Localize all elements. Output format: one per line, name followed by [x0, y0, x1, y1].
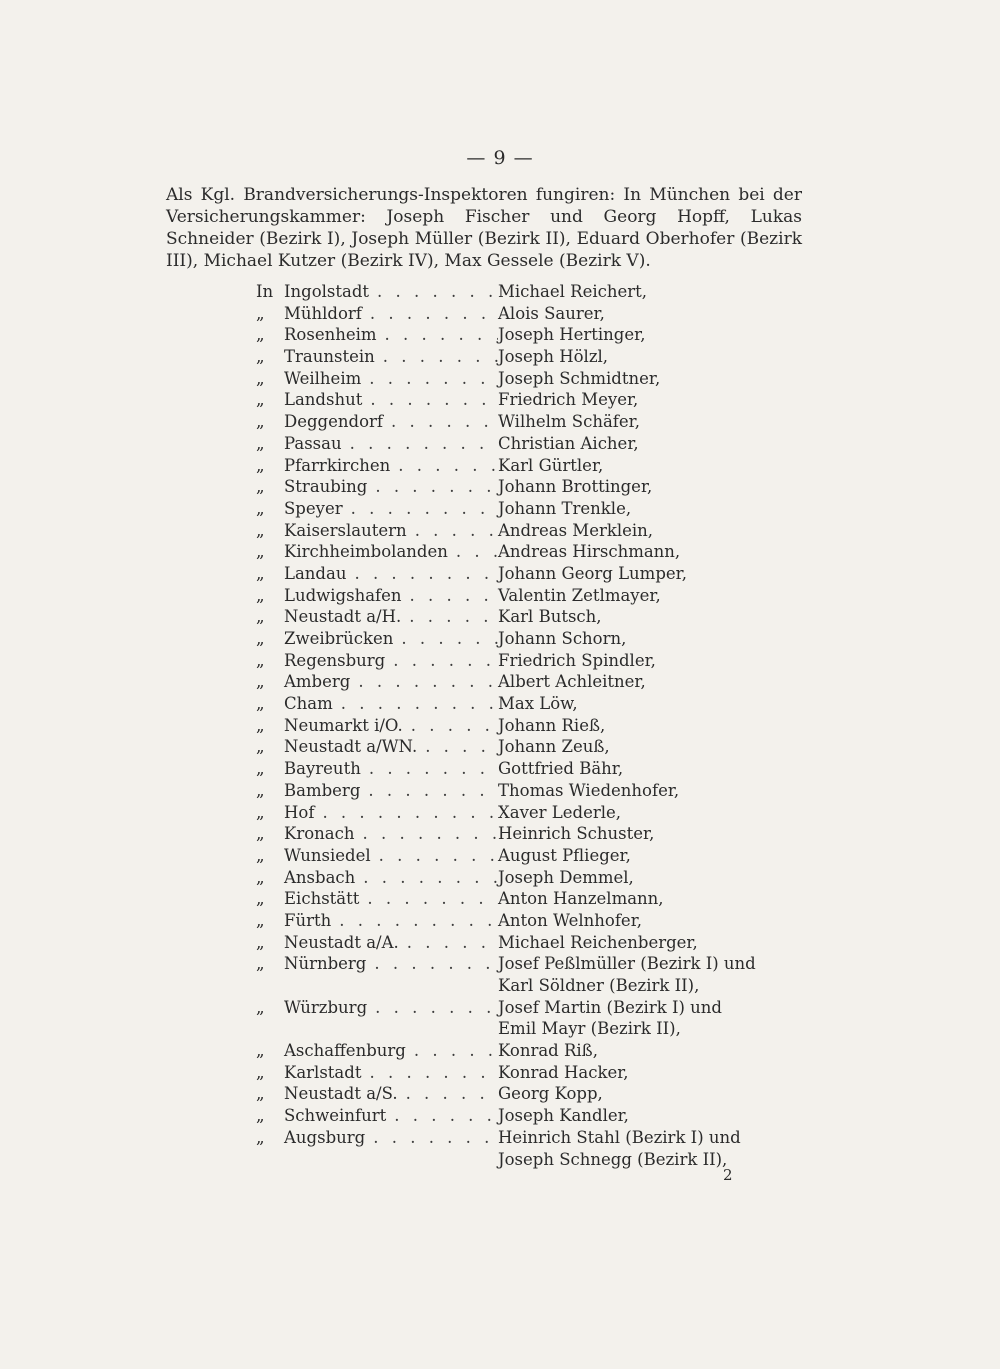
page-number: — 9 —: [466, 147, 534, 169]
place-cell: [256, 541, 498, 563]
place-prefix: „: [256, 585, 265, 605]
place-prefix: „: [256, 1041, 265, 1061]
place-cell: [256, 346, 498, 368]
list-item: [256, 736, 816, 758]
place-name: Traunstein: [284, 347, 375, 367]
inspector-name: Konrad Riß,: [498, 1041, 598, 1061]
inspector-name: Joseph Schmidtner,: [498, 368, 661, 388]
place-name: Kirchheimbolanden: [284, 542, 448, 562]
place-prefix: „: [256, 498, 265, 518]
place-cell: [256, 520, 498, 542]
place-cell: [256, 780, 498, 802]
place-cell: [256, 823, 498, 845]
leader-dots: [354, 823, 498, 845]
inspector-name: Johann Georg Lumper,: [498, 563, 687, 583]
inspector-name: Friedrich Meyer,: [498, 390, 639, 410]
place-cell: [256, 585, 498, 607]
leader-dots: [361, 1062, 498, 1084]
place-prefix: „: [256, 954, 265, 974]
place-name: Wunsiedel: [284, 845, 371, 865]
place-name: Kronach: [284, 824, 355, 844]
leader-dots: [407, 520, 498, 542]
inspector-names: [498, 671, 816, 693]
inspector-name: Johann Schorn,: [498, 629, 627, 648]
leader-dots: [406, 1040, 498, 1062]
place-name: Straubing: [284, 477, 368, 497]
place-prefix: „: [256, 303, 265, 323]
place-name: Neustadt a/S.: [284, 1084, 398, 1104]
place-prefix: „: [256, 390, 265, 410]
inspector-name: Joseph Hertinger,: [498, 325, 646, 345]
inspector-name: Thomas Wiedenhofer,: [498, 780, 680, 800]
leader-dots: [377, 324, 498, 346]
inspector-names: [498, 953, 816, 996]
inspector-names: [498, 433, 816, 455]
place-cell: [256, 1105, 498, 1127]
list-item: [256, 1040, 816, 1062]
place-cell: [256, 802, 498, 824]
inspector-name: Johann Brottinger,: [498, 477, 653, 497]
place-cell: [256, 1127, 498, 1170]
place-cell: [256, 303, 498, 325]
inspector-names: [498, 823, 816, 845]
place-prefix: „: [256, 780, 265, 800]
place-name: Mühldorf: [284, 303, 362, 323]
inspector-name: Heinrich Schuster,: [498, 824, 655, 844]
inspector-name: Anton Hanzelmann,: [498, 889, 664, 909]
list-item: [256, 910, 816, 932]
leader-dots: [448, 541, 498, 563]
list-item: [256, 368, 816, 390]
leader-dots: [346, 563, 498, 585]
list-item: [256, 455, 816, 477]
place-prefix: „: [256, 607, 265, 627]
inspector-name: Karl Butsch,: [498, 607, 602, 627]
leader-dots: [361, 368, 498, 390]
list-item: [256, 758, 816, 780]
place-cell: [256, 758, 498, 780]
place-prefix: „: [256, 412, 265, 432]
inspector-name: Xaver Lederle,: [498, 802, 622, 822]
place-prefix: „: [256, 520, 265, 540]
list-item: [256, 324, 816, 346]
leader-dots: [375, 346, 498, 368]
leader-dots: [402, 585, 498, 607]
leader-dots: [386, 1105, 498, 1127]
inspector-name: August Pflieger,: [498, 845, 631, 865]
place-cell: [256, 1062, 498, 1084]
place-name: Neustadt a/A.: [284, 932, 399, 952]
place-name: Landshut: [284, 390, 363, 410]
inspector-name: Josef Peßlmüller (Bezirk I) und: [498, 954, 756, 974]
inspector-names: [498, 1105, 816, 1127]
place-name: Ansbach: [284, 867, 356, 887]
inspector-name: Johann Rieß,: [498, 715, 606, 735]
list-item: [256, 997, 816, 1040]
list-item: [256, 1083, 816, 1105]
inspector-names: [498, 628, 816, 650]
place-cell: [256, 476, 498, 498]
leader-dots: [365, 1127, 498, 1170]
inspector-name: Joseph Demmel,: [498, 867, 634, 887]
inspector-names: [498, 650, 816, 672]
list-item: [256, 563, 816, 585]
place-prefix: „: [256, 694, 265, 714]
inspector-name: Albert Achleitner,: [498, 672, 646, 692]
inspector-names: [498, 563, 816, 585]
list-item: [256, 823, 816, 845]
leader-dots: [342, 433, 498, 455]
list-item: [256, 715, 816, 737]
inspector-names: [498, 758, 816, 780]
place-prefix: „: [256, 802, 265, 822]
place-name: Würzburg: [284, 997, 368, 1017]
place-name: Cham: [284, 694, 333, 714]
place-name: Bamberg: [284, 780, 361, 800]
place-prefix: „: [256, 910, 265, 930]
inspector-names: [498, 606, 816, 628]
place-name: Regensburg: [284, 650, 386, 670]
place-cell: [256, 693, 498, 715]
inspector-names: [498, 498, 816, 520]
list-item: [256, 650, 816, 672]
place-prefix: „: [256, 433, 265, 453]
place-name: Ludwigshafen: [284, 585, 402, 605]
place-name: Schweinfurt: [284, 1106, 387, 1126]
inspector-names: [498, 1040, 816, 1062]
place-name: Nürnberg: [284, 954, 367, 974]
leader-dots: [333, 693, 498, 715]
place-prefix: „: [256, 347, 265, 367]
list-item: [256, 606, 816, 628]
place-prefix: „: [256, 650, 265, 670]
place-cell: [256, 389, 498, 411]
leader-dots: [369, 281, 498, 303]
place-name: Bayreuth: [284, 759, 361, 779]
place-cell: [256, 845, 498, 867]
place-prefix: „: [256, 477, 265, 497]
place-prefix: „: [256, 455, 265, 475]
leader-dots: [362, 389, 498, 411]
leader-dots: [390, 455, 498, 477]
place-name: Neustadt a/WN.: [284, 737, 418, 757]
leader-dots: [401, 606, 498, 628]
inspector-names: [498, 411, 816, 433]
inspector-name: Johann Zeuß,: [498, 737, 610, 757]
inspector-name: Christian Aicher,: [498, 433, 639, 453]
leader-dots: [343, 498, 498, 520]
inspector-name: Josef Martin (Bezirk I) und: [498, 997, 722, 1017]
leader-dots: [399, 932, 498, 954]
list-item: [256, 498, 816, 520]
list-item: [256, 520, 816, 542]
place-cell: [256, 1083, 498, 1105]
list-item: [256, 433, 816, 455]
place-cell: [256, 411, 498, 433]
inspector-name: Andreas Hirschmann,: [498, 542, 681, 562]
inspector-list: [256, 281, 816, 1170]
leader-dots: [314, 802, 498, 824]
place-name: Fürth: [284, 910, 332, 930]
list-item: [256, 1105, 816, 1127]
list-item: [256, 802, 816, 824]
list-item: [256, 281, 816, 303]
list-item: [256, 346, 816, 368]
list-item: [256, 1127, 816, 1170]
place-prefix: „: [256, 1127, 265, 1147]
place-prefix: In: [256, 282, 274, 301]
leader-dots: [350, 671, 498, 693]
inspector-name: Emil Mayr (Bezirk II),: [498, 1019, 681, 1039]
leader-dots: [361, 758, 498, 780]
place-name: Eichstätt: [284, 889, 360, 909]
place-name: Deggendorf: [284, 412, 383, 432]
place-prefix: „: [256, 715, 265, 735]
place-name: Hof: [284, 802, 315, 822]
list-item: [256, 953, 816, 996]
inspector-name: Georg Kopp,: [498, 1084, 603, 1104]
leader-dots: [371, 845, 498, 867]
leader-dots: [331, 910, 498, 932]
inspector-names: [498, 715, 816, 737]
leader-dots: [359, 888, 498, 910]
list-item: [256, 541, 816, 563]
inspector-name: Friedrich Spindler,: [498, 650, 656, 670]
leader-dots: [360, 780, 498, 802]
place-name: Amberg: [284, 672, 351, 692]
inspector-names: [498, 389, 816, 411]
place-name: Augsburg: [284, 1127, 366, 1147]
list-item: [256, 303, 816, 325]
inspector-names: [498, 476, 816, 498]
place-name: Ingolstadt: [284, 282, 370, 301]
inspector-names: [498, 1127, 816, 1170]
inspector-name: Joseph Schnegg (Bezirk II),: [498, 1149, 728, 1169]
inspector-name: Heinrich Stahl (Bezirk I) und: [498, 1127, 741, 1147]
list-item: [256, 585, 816, 607]
inspector-names: [498, 455, 816, 477]
leader-dots: [366, 953, 498, 996]
leader-dots: [398, 1083, 498, 1105]
list-item: [256, 628, 816, 650]
inspector-names: [498, 281, 816, 303]
inspector-names: [498, 780, 816, 802]
place-cell: [256, 932, 498, 954]
place-cell: [256, 671, 498, 693]
place-name: Neumarkt i/O.: [284, 715, 403, 735]
place-prefix: „: [256, 629, 265, 648]
place-cell: [256, 433, 498, 455]
leader-dots: [367, 997, 498, 1040]
place-cell: [256, 715, 498, 737]
inspector-names: [498, 845, 816, 867]
place-prefix: „: [256, 368, 265, 388]
inspector-names: [498, 888, 816, 910]
place-prefix: „: [256, 824, 265, 844]
place-name: Neustadt a/H.: [284, 607, 402, 627]
leader-dots: [383, 411, 498, 433]
inspector-name: Wilhelm Schäfer,: [498, 412, 640, 432]
place-cell: [256, 563, 498, 585]
inspector-name: Michael Reichert,: [498, 282, 648, 301]
place-cell: [256, 888, 498, 910]
list-item: [256, 693, 816, 715]
inspector-name: Alois Saurer,: [498, 303, 605, 323]
inspector-name: Joseph Kandler,: [498, 1106, 629, 1126]
inspector-name: Michael Reichenberger,: [498, 932, 698, 952]
place-prefix: „: [256, 932, 265, 952]
inspector-names: [498, 346, 816, 368]
inspector-name: Anton Welnhofer,: [498, 910, 643, 930]
place-prefix: „: [256, 1062, 265, 1082]
leader-dots: [393, 628, 498, 650]
list-item: [256, 671, 816, 693]
list-item: [256, 1062, 816, 1084]
place-prefix: „: [256, 1106, 265, 1126]
inspector-name: Johann Trenkle,: [498, 498, 632, 518]
place-name: Karlstadt: [284, 1062, 362, 1082]
place-prefix: „: [256, 997, 265, 1017]
place-prefix: „: [256, 845, 265, 865]
place-name: Zweibrücken: [284, 629, 394, 648]
list-item: [256, 932, 816, 954]
place-cell: [256, 867, 498, 889]
list-item: [256, 888, 816, 910]
inspector-names: [498, 736, 816, 758]
inspector-names: [498, 910, 816, 932]
place-prefix: „: [256, 1084, 265, 1104]
place-name: Pfarrkirchen: [284, 455, 391, 475]
inspector-name: Andreas Merklein,: [498, 520, 654, 540]
place-prefix: „: [256, 737, 265, 757]
inspector-names: [498, 541, 816, 563]
leader-dots: [362, 303, 498, 325]
list-item: [256, 780, 816, 802]
list-item: [256, 411, 816, 433]
sheet-signature: 2: [723, 1166, 733, 1184]
place-prefix: „: [256, 672, 265, 692]
place-name: Weilheim: [284, 368, 362, 388]
place-name: Aschaffenburg: [284, 1041, 406, 1061]
place-name: Landau: [284, 563, 347, 583]
place-cell: [256, 281, 498, 303]
inspector-name: Valentin Zetlmayer,: [498, 585, 661, 605]
inspector-name: Karl Söldner (Bezirk II),: [498, 976, 700, 995]
place-cell: [256, 1040, 498, 1062]
place-cell: [256, 498, 498, 520]
place-name: Rosenheim: [284, 325, 377, 345]
leader-dots: [403, 715, 498, 737]
list-item: [256, 476, 816, 498]
list-item: [256, 389, 816, 411]
place-prefix: „: [256, 889, 265, 909]
place-cell: [256, 606, 498, 628]
inspector-name: Max Löw,: [498, 694, 578, 714]
place-cell: [256, 997, 498, 1040]
inspector-name: Karl Gürtler,: [498, 455, 604, 475]
intro-paragraph: Als Kgl. Brandversicherungs-Inspektoren fungiren: In München bei der Versicherungskammer: Joseph Fischer und Georg Hopff, Lukas Schneider (Bezirk I), Joseph Müller (Bezirk II), Eduard Oberhofer (Bezirk III), Michael Kutzer (Bezirk IV), Max Gessele (Bezirk V).: [166, 185, 802, 271]
place-cell: [256, 910, 498, 932]
leader-dots: [355, 867, 498, 889]
inspector-names: [498, 1083, 816, 1105]
inspector-names: [498, 693, 816, 715]
place-prefix: „: [256, 542, 265, 562]
inspector-names: [498, 520, 816, 542]
place-cell: [256, 455, 498, 477]
place-cell: [256, 736, 498, 758]
list-item: [256, 867, 816, 889]
inspector-name: Konrad Hacker,: [498, 1062, 629, 1082]
inspector-names: [498, 932, 816, 954]
place-name: Kaiserslautern: [284, 520, 407, 540]
place-prefix: „: [256, 867, 265, 887]
inspector-name: Joseph Hölzl,: [498, 347, 609, 367]
leader-dots: [367, 476, 498, 498]
inspector-names: [498, 324, 816, 346]
place-cell: [256, 368, 498, 390]
inspector-names: [498, 303, 816, 325]
inspector-names: [498, 867, 816, 889]
list-item: [256, 845, 816, 867]
leader-dots: [417, 736, 498, 758]
place-cell: [256, 650, 498, 672]
place-prefix: „: [256, 563, 265, 583]
place-cell: [256, 953, 498, 996]
inspector-names: [498, 368, 816, 390]
place-name: Passau: [284, 433, 342, 453]
place-prefix: „: [256, 759, 265, 779]
inspector-names: [498, 802, 816, 824]
place-cell: [256, 324, 498, 346]
place-cell: [256, 628, 498, 650]
place-prefix: „: [256, 325, 265, 345]
place-name: Speyer: [284, 498, 343, 518]
inspector-names: [498, 585, 816, 607]
inspector-names: [498, 1062, 816, 1084]
inspector-names: [498, 997, 816, 1040]
inspector-name: Gottfried Bähr,: [498, 759, 624, 779]
leader-dots: [385, 650, 498, 672]
